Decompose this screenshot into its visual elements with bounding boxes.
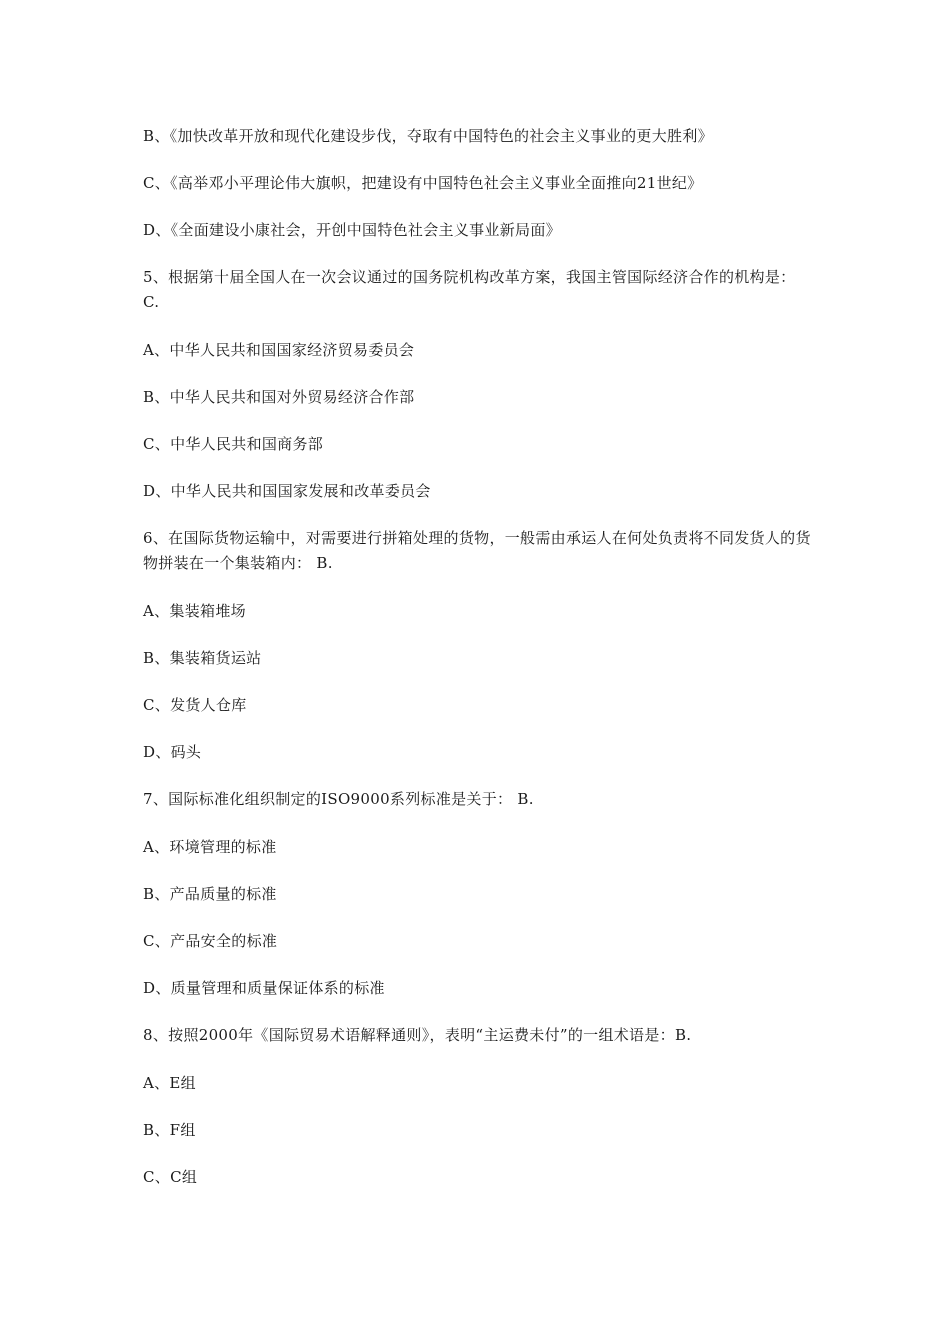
question-line: 6、在国际货物运输中，对需要进行拼箱处理的货物，一般需由承运人在何处负责将不同发货人的货物拼装在一个集装箱内： B. xyxy=(143,529,811,572)
option-line: D、中华人民共和国国家发展和改革委员会 xyxy=(143,482,431,500)
question-line: 5、根据第十届全国人在一次会议通过的国务院机构改革方案，我国主管国际经济合作的机构是： C. xyxy=(143,268,796,311)
option-line: A、集装箱堆场 xyxy=(143,602,246,620)
option-line: C、发货人仓库 xyxy=(143,696,247,714)
option-line: D、质量管理和质量保证体系的标准 xyxy=(143,979,385,997)
option-line: B、产品质量的标准 xyxy=(143,885,277,903)
question-line: 7、国际标准化组织制定的ISO9000系列标准是关于： B. xyxy=(143,790,534,808)
option-line: A、中华人民共和国国家经济贸易委员会 xyxy=(143,341,415,359)
option-line: B、中华人民共和国对外贸易经济合作部 xyxy=(143,388,415,406)
option-line: B、《加快改革开放和现代化建设步伐，夺取有中国特色的社会主义事业的更大胜利》 xyxy=(143,127,713,145)
question-line: 8、按照2000年《国际贸易术语解释通则》，表明“主运费未付”的一组术语是：B. xyxy=(143,1026,692,1044)
option-line: C、《高举邓小平理论伟大旗帜，把建设有中国特色社会主义事业全面推向21世纪》 xyxy=(143,174,703,192)
document-body xyxy=(143,124,813,1212)
option-line: A、环境管理的标准 xyxy=(143,838,277,856)
option-line: D、码头 xyxy=(143,743,202,761)
option-line: C、中华人民共和国商务部 xyxy=(143,435,324,453)
option-line: D、《全面建设小康社会，开创中国特色社会主义事业新局面》 xyxy=(143,221,561,239)
option-line: C、C组 xyxy=(143,1168,198,1186)
option-line: C、产品安全的标准 xyxy=(143,932,278,950)
option-line: B、F组 xyxy=(143,1121,196,1139)
option-line: B、集装箱货运站 xyxy=(143,649,262,667)
option-line: A、E组 xyxy=(143,1074,196,1092)
